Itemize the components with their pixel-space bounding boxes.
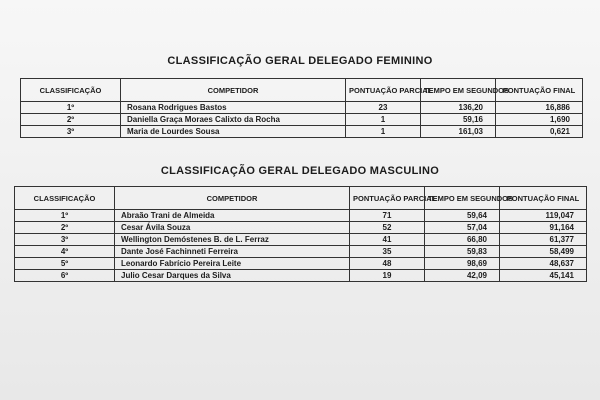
table-row xyxy=(21,114,583,126)
cell-nome: Cesar Ávila Souza xyxy=(115,222,350,234)
header-pontuacao-final: PONTUAÇÃO FINAL xyxy=(496,79,583,102)
cell-pos: 5º xyxy=(15,258,115,270)
masculino-title: CLASSIFICAÇÃO GERAL DELEGADO MASCULINO xyxy=(160,165,440,177)
header-pontuacao-parcial: PONTUAÇÃO PARCIAL xyxy=(346,79,421,102)
cell-final: 119,047 xyxy=(500,210,587,222)
cell-nome: Rosana Rodrigues Bastos xyxy=(121,102,346,114)
table-row xyxy=(15,270,587,282)
header-competidor: COMPETIDOR xyxy=(115,187,350,210)
cell-pos: 3º xyxy=(15,234,115,246)
cell-final: 0,621 xyxy=(496,126,583,138)
cell-pos: 2º xyxy=(21,114,121,126)
table-row xyxy=(15,258,587,270)
cell-parcial: 48 xyxy=(350,258,425,270)
cell-parcial: 23 xyxy=(346,102,421,114)
header-tempo: TEMPO EM SEGUNDOS xyxy=(425,187,500,210)
cell-parcial: 1 xyxy=(346,126,421,138)
header-competidor: COMPETIDOR xyxy=(121,79,346,102)
cell-tempo: 57,04 xyxy=(425,222,500,234)
header-classificacao: CLASSIFICAÇÃO xyxy=(15,187,115,210)
header-tempo: TEMPO EM SEGUNDOS xyxy=(421,79,496,102)
cell-parcial: 52 xyxy=(350,222,425,234)
cell-final: 58,499 xyxy=(500,246,587,258)
cell-pos: 6º xyxy=(15,270,115,282)
cell-nome: Daniella Graça Moraes Calixto da Rocha xyxy=(121,114,346,126)
cell-parcial: 19 xyxy=(350,270,425,282)
table-row xyxy=(15,234,587,246)
cell-pos: 1º xyxy=(15,210,115,222)
table-row xyxy=(15,246,587,258)
header-pontuacao-parcial: PONTUAÇÃO PARCIAL xyxy=(350,187,425,210)
cell-tempo: 59,64 xyxy=(425,210,500,222)
cell-tempo: 42,09 xyxy=(425,270,500,282)
cell-parcial: 35 xyxy=(350,246,425,258)
feminino-title: CLASSIFICAÇÃO GERAL DELEGADO FEMININO xyxy=(167,55,433,67)
table-row xyxy=(21,126,583,138)
cell-parcial: 41 xyxy=(350,234,425,246)
cell-tempo: 59,16 xyxy=(421,114,496,126)
table-header-row xyxy=(15,187,587,210)
cell-nome: Leonardo Fabrício Pereira Leite xyxy=(115,258,350,270)
cell-pos: 1º xyxy=(21,102,121,114)
header-classificacao: CLASSIFICAÇÃO xyxy=(21,79,121,102)
cell-nome: Maria de Lourdes Sousa xyxy=(121,126,346,138)
cell-tempo: 161,03 xyxy=(421,126,496,138)
feminino-table xyxy=(20,78,583,138)
table-row xyxy=(15,222,587,234)
header-pontuacao-final: PONTUAÇÃO FINAL xyxy=(500,187,587,210)
table-header-row xyxy=(21,79,583,102)
cell-final: 1,690 xyxy=(496,114,583,126)
cell-final: 48,637 xyxy=(500,258,587,270)
cell-nome: Wellington Demóstenes B. de L. Ferraz xyxy=(115,234,350,246)
cell-tempo: 59,83 xyxy=(425,246,500,258)
cell-tempo: 136,20 xyxy=(421,102,496,114)
cell-pos: 3º xyxy=(21,126,121,138)
cell-pos: 2º xyxy=(15,222,115,234)
cell-final: 91,164 xyxy=(500,222,587,234)
masculino-table xyxy=(14,186,587,282)
cell-nome: Abraão Trani de Almeida xyxy=(115,210,350,222)
cell-nome: Julio Cesar Darques da Silva xyxy=(115,270,350,282)
cell-nome: Dante José Fachinneti Ferreira xyxy=(115,246,350,258)
cell-final: 45,141 xyxy=(500,270,587,282)
cell-pos: 4º xyxy=(15,246,115,258)
cell-tempo: 66,80 xyxy=(425,234,500,246)
cell-parcial: 1 xyxy=(346,114,421,126)
cell-final: 61,377 xyxy=(500,234,587,246)
cell-tempo: 98,69 xyxy=(425,258,500,270)
table-row xyxy=(21,102,583,114)
cell-final: 16,886 xyxy=(496,102,583,114)
cell-parcial: 71 xyxy=(350,210,425,222)
table-row xyxy=(15,210,587,222)
